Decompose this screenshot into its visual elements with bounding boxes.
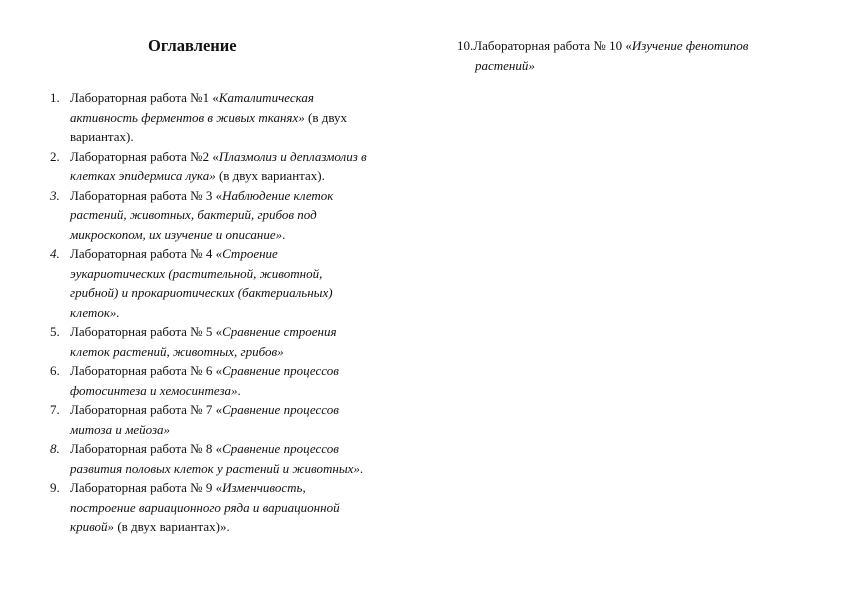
toc-item-text: Лабораторная работа №2 « [70, 148, 219, 164]
toc-item-7 [50, 400, 420, 439]
toc-item-text: . [359, 460, 364, 476]
toc-item-line [70, 498, 420, 518]
toc-item-text: растений» [475, 57, 535, 73]
toc-item-text: микроскопом, их изучение и описание» [70, 226, 283, 242]
toc-item-text: клетках эпидермиса лука» [70, 168, 216, 183]
toc-item-line [70, 517, 420, 537]
toc-item-text: (в двух вариантах)». [114, 519, 230, 534]
toc-item-text: Лабораторная работа № 6 « [70, 363, 223, 378]
toc-item-text: Изменчивость, [222, 480, 306, 495]
toc-item-text: Сравнение процессов [222, 402, 339, 417]
toc-item-8 [50, 439, 420, 478]
toc-item-line [70, 439, 420, 459]
toc-item-line [70, 420, 420, 440]
toc-item-text: Лабораторная работа № 8 « [70, 441, 223, 456]
toc-item-text: Лабораторная работа № 5 « [70, 324, 223, 339]
toc-item-text: Лабораторная работа №1 « [70, 90, 219, 105]
toc-item-text: Строение [222, 246, 278, 261]
toc-item-text: растений, животных, бактерий, грибов под [70, 207, 317, 222]
toc-item-text: Сравнение процессов [222, 441, 339, 456]
toc-item-text: Наблюдение клеток [222, 187, 334, 203]
toc-item-line [70, 244, 420, 264]
toc-item-5 [50, 322, 420, 361]
toc-item-line [70, 283, 420, 303]
toc-item-10 [457, 36, 807, 75]
toc-item-line [70, 205, 420, 225]
toc-list [50, 88, 420, 537]
toc-item-line [70, 186, 420, 206]
toc-item-4 [50, 244, 420, 322]
toc-item-text: фотосинтеза и хемосинтеза» [70, 382, 238, 398]
toc-item-line [70, 303, 420, 323]
toc-item-text: (в двух вариантах). [215, 168, 325, 183]
toc-item-text: Сравнение строения [222, 324, 337, 339]
toc-item-text: Лабораторная работа № 10 « [473, 38, 632, 53]
toc-item-line [70, 166, 420, 186]
toc-item-text: Лабораторная работа № 3 « [70, 187, 223, 203]
toc-item-number: 5. [50, 324, 60, 339]
toc-item-text: кривой» [70, 519, 115, 534]
toc-item-text: активность ферментов в живых тканях» [70, 109, 305, 125]
toc-title: Оглавление [148, 36, 237, 55]
toc-item-text: Лабораторная работа № 7 « [70, 402, 223, 417]
toc-item-text: Лабораторная работа № 4 « [70, 246, 223, 261]
toc-item-2 [50, 147, 420, 186]
toc-item-text: Изучение фенотипов [631, 38, 749, 53]
toc-item-text: . [282, 226, 286, 242]
toc-item-text: (в двух [304, 109, 348, 125]
toc-item-line [70, 88, 420, 108]
toc-item-number: 10. [457, 38, 474, 53]
toc-item-line [70, 478, 420, 498]
toc-item-line [70, 264, 420, 284]
toc-item-text: Сравнение процессов [222, 363, 339, 378]
toc-item-line [70, 108, 420, 128]
toc-item-text: митоза и мейоза» [70, 421, 171, 437]
toc-item-number: 3. [50, 187, 60, 203]
toc-item-text: эукариотических (растительной, животной, [70, 265, 323, 281]
toc-item-line [70, 147, 420, 167]
toc-item-line [70, 400, 420, 420]
toc-item-line [70, 459, 420, 479]
toc-item-text: построение вариационного ряда и вариационной [70, 499, 340, 515]
toc-item-text: вариантах). [70, 129, 134, 144]
toc-item-text: клеток». [70, 304, 120, 320]
toc-item-text: Лабораторная работа № 9 « [70, 480, 223, 495]
toc-item-line [70, 127, 420, 147]
toc-item-text: . [237, 382, 241, 398]
toc-item-number: 4. [50, 246, 60, 261]
toc-item-line [70, 381, 420, 401]
toc-item-line [70, 342, 420, 362]
toc-item-line [70, 225, 420, 245]
toc-item-9 [50, 478, 420, 537]
toc-item-text: грибной) и прокариотических (бактериальных) [70, 285, 333, 300]
toc-item-1 [50, 88, 420, 147]
toc-item-3 [50, 186, 420, 245]
toc-item-number: 7. [50, 402, 60, 417]
toc-item-number: 8. [50, 441, 60, 456]
toc-item-number: 1. [50, 90, 60, 105]
toc-item-number: 6. [50, 363, 60, 378]
toc-item-text: Каталитическая [218, 90, 314, 105]
toc-item-text: клеток растений, животных, грибов» [70, 343, 284, 359]
toc-item-number: 9. [50, 480, 60, 495]
toc-item-text: Плазмолиз и деплазмолиз в [218, 148, 367, 164]
toc-item-number: 2. [50, 148, 60, 164]
toc-item-text: развития половых клеток у растений и животных» [70, 460, 360, 476]
toc-item-line [70, 361, 420, 381]
toc-item-line [70, 322, 420, 342]
toc-item-6 [50, 361, 420, 400]
